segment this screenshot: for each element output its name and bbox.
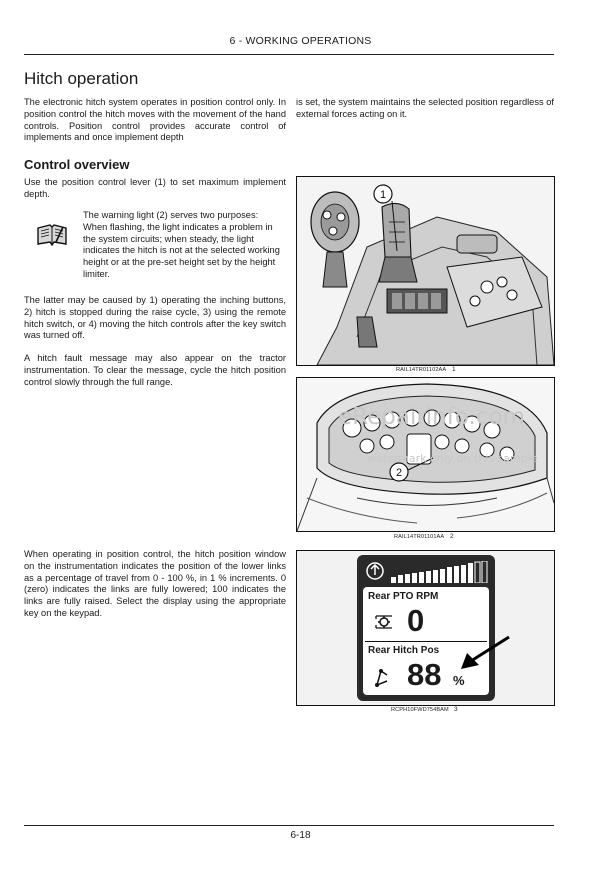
figure-1-code: RAIL14TR01102AA — [396, 367, 447, 373]
intro-left-paragraph: The electronic hitch system operates in position control only. In position control the hitch moves with the movement of the hand controls. Position control provides accurate control of implements and once implement depth — [24, 97, 286, 143]
hitch-label: Rear Hitch Pos — [368, 645, 440, 656]
section-heading: Control overview — [24, 157, 130, 172]
figure-1-callout: 1 — [379, 189, 387, 201]
figure-3-code: RCPH10FWD754BAM — [391, 707, 449, 713]
running-header: 6 - WORKING OPERATIONS — [229, 35, 372, 47]
watermark-site: eRepairinfo.com — [338, 404, 525, 430]
hitch-unit: % — [453, 673, 465, 688]
position-window-paragraph: When operating in position control, the hitch position window on the instrumentation indicates the position of the lower links as a percentage of travel from 0 - 100 %, in 1 % increments. 0 (zero) indicates the links are fully lowered; 100 indicates the links are fully raised. Select the display using the appropriate key on the keypad. — [24, 549, 286, 618]
figure-2-callout: 2 — [395, 467, 403, 479]
position-lever-paragraph: Use the position control lever (1) to set maximum implement depth. — [24, 177, 286, 199]
figure-3-hitch-display — [296, 550, 555, 706]
figure-1-control-console — [296, 176, 555, 366]
pointer-arrow — [457, 633, 513, 673]
watermark-note: watermark only on this sample — [367, 452, 538, 465]
hitch-level-bar-graph — [391, 561, 489, 583]
figure-3-number: 3 — [454, 706, 458, 713]
fault-message-paragraph: A hitch fault message may also appear on the tractor instrumentation. To clear the message, cycle the hitch position control slowly through the full range. — [24, 353, 286, 387]
figure-1-number: 1 — [452, 366, 456, 373]
book-note-icon — [36, 222, 68, 248]
hitch-link-icon — [373, 667, 391, 687]
latter-causes-paragraph: The latter may be caused by 1) operating the inching buttons, 2) hitch is stopped during the raise cycle, 3) using the remote hitch switch, or 4) moving the hitch controls after the key switch was turned off. — [24, 295, 286, 341]
hitch-value: 88 — [407, 657, 442, 692]
pto-label: Rear PTO RPM — [368, 591, 439, 602]
page-number: 6-18 — [290, 830, 311, 841]
page-title: Hitch operation — [24, 69, 139, 88]
header-rule — [24, 54, 554, 55]
pto-gear-icon — [373, 613, 395, 631]
footer-rule — [24, 825, 554, 826]
warning-light-note: The warning light (2) serves two purposes: When flashing, the light indicates a problem in the system circuits; when steady, the light indicates the hitch is not at the selected working height or at the pre-set height set by the height limiter. — [83, 210, 280, 279]
figure-2-code: RAIL14TR01101AA — [394, 534, 445, 540]
intro-right-paragraph: is set, the system maintains the selected position regardless of external forces acting on it. — [296, 97, 554, 119]
hitch-up-icon — [365, 561, 385, 581]
pto-value: 0 — [407, 603, 425, 638]
figure-2-number: 2 — [450, 533, 454, 540]
display-bezel — [357, 555, 495, 701]
